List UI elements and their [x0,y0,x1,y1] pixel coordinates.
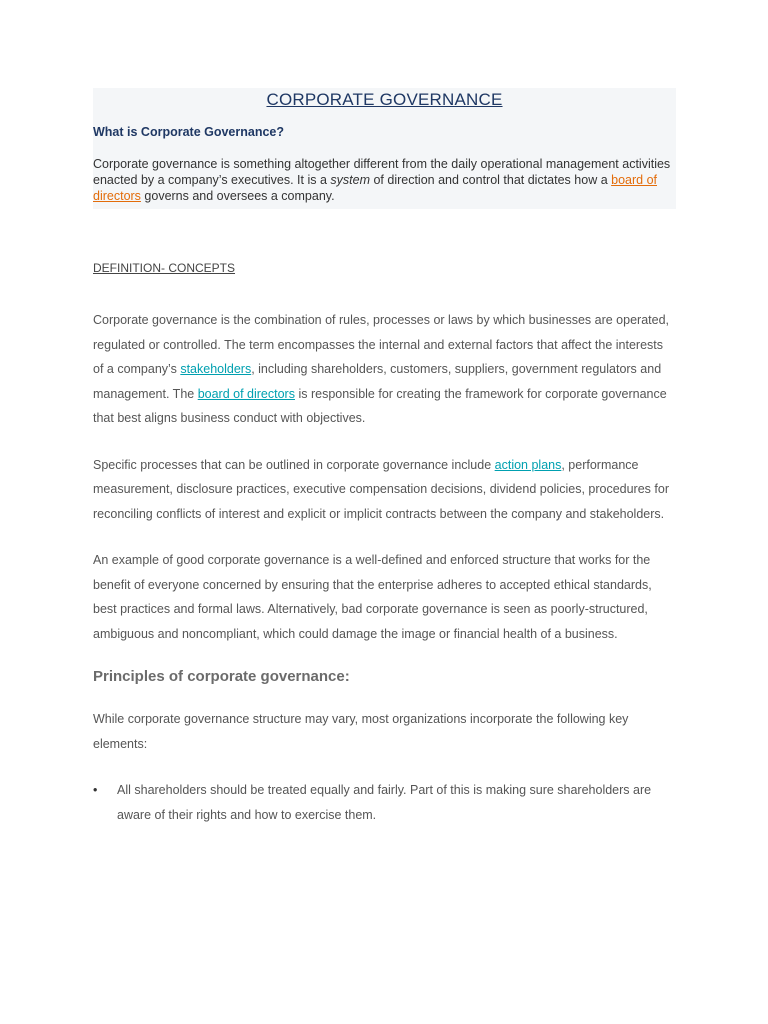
definition-heading: DEFINITION- CONCEPTS [93,261,236,275]
stakeholders-link[interactable]: stakeholders [180,362,252,376]
list-item-text: All shareholders should be treated equally and fairly. Part of this is making sure shareholders are aware of their rights and how to exercise them. [117,783,652,822]
intro-text-b: of direction and control that dictates how a [370,173,612,187]
p2-text-b: , performance measurement, disclosure practices, executive compensation decisions, dividend policies, procedures for reconciling conflicts of interest and explicit or implicit contracts between the company and stakeholders. [93,457,669,521]
definition-paragraph-1 [93,308,676,431]
intro-text-a: Corporate governance is something altogether different from the daily operational management activities enacted by a company’s executives. It is a [93,157,671,187]
intro-paragraph [93,156,676,204]
principles-list [93,778,676,827]
p2-text-a: Specific processes that can be outlined in corporate governance include [93,457,495,472]
p1-text-a: Corporate governance is the combination of rules, processes or laws by which businesses are operated, regulated or controlled. The term encompasses the internal and external factors that affect the interests of a company’s [93,313,670,376]
action-plans-link[interactable]: action plans [494,457,562,472]
principles-intro: While corporate governance structure may vary, most organizations incorporate the following key elements: [93,712,629,751]
bullet-icon: • [93,783,98,797]
definition-paragraph-2 [93,453,676,527]
document-title: CORPORATE GOVERNANCE [266,90,503,109]
board-of-directors-link-2[interactable]: board of directors [197,386,295,401]
document-page [93,88,676,827]
intro-section [93,88,676,209]
board-of-directors-link[interactable]: board of directors [93,173,657,203]
list-item [93,778,676,827]
intro-text-c: governs and oversees a company. [140,189,335,203]
p1-text-c: is responsible for creating the framework for corporate governance that best aligns business conduct with objectives. [93,386,667,425]
intro-question-heading: What is Corporate Governance? [93,125,285,139]
definition-paragraph-3: An example of good corporate governance is a well-defined and enforced structure that works for the benefit of everyone concerned by ensuring that the enterprise adheres to accepted ethical standards, best practices and formal laws. Alternatively, bad corporate governance is seen as poorly-structured, ambiguous and noncompliant, which could damage the image or financial health of a business. [93,553,652,641]
principles-heading: Principles of corporate governance: [93,668,350,685]
p1-text-b: , including shareholders, customers, suppliers, government regulators and management. The [93,362,662,401]
intro-text-italic: system [330,173,370,187]
